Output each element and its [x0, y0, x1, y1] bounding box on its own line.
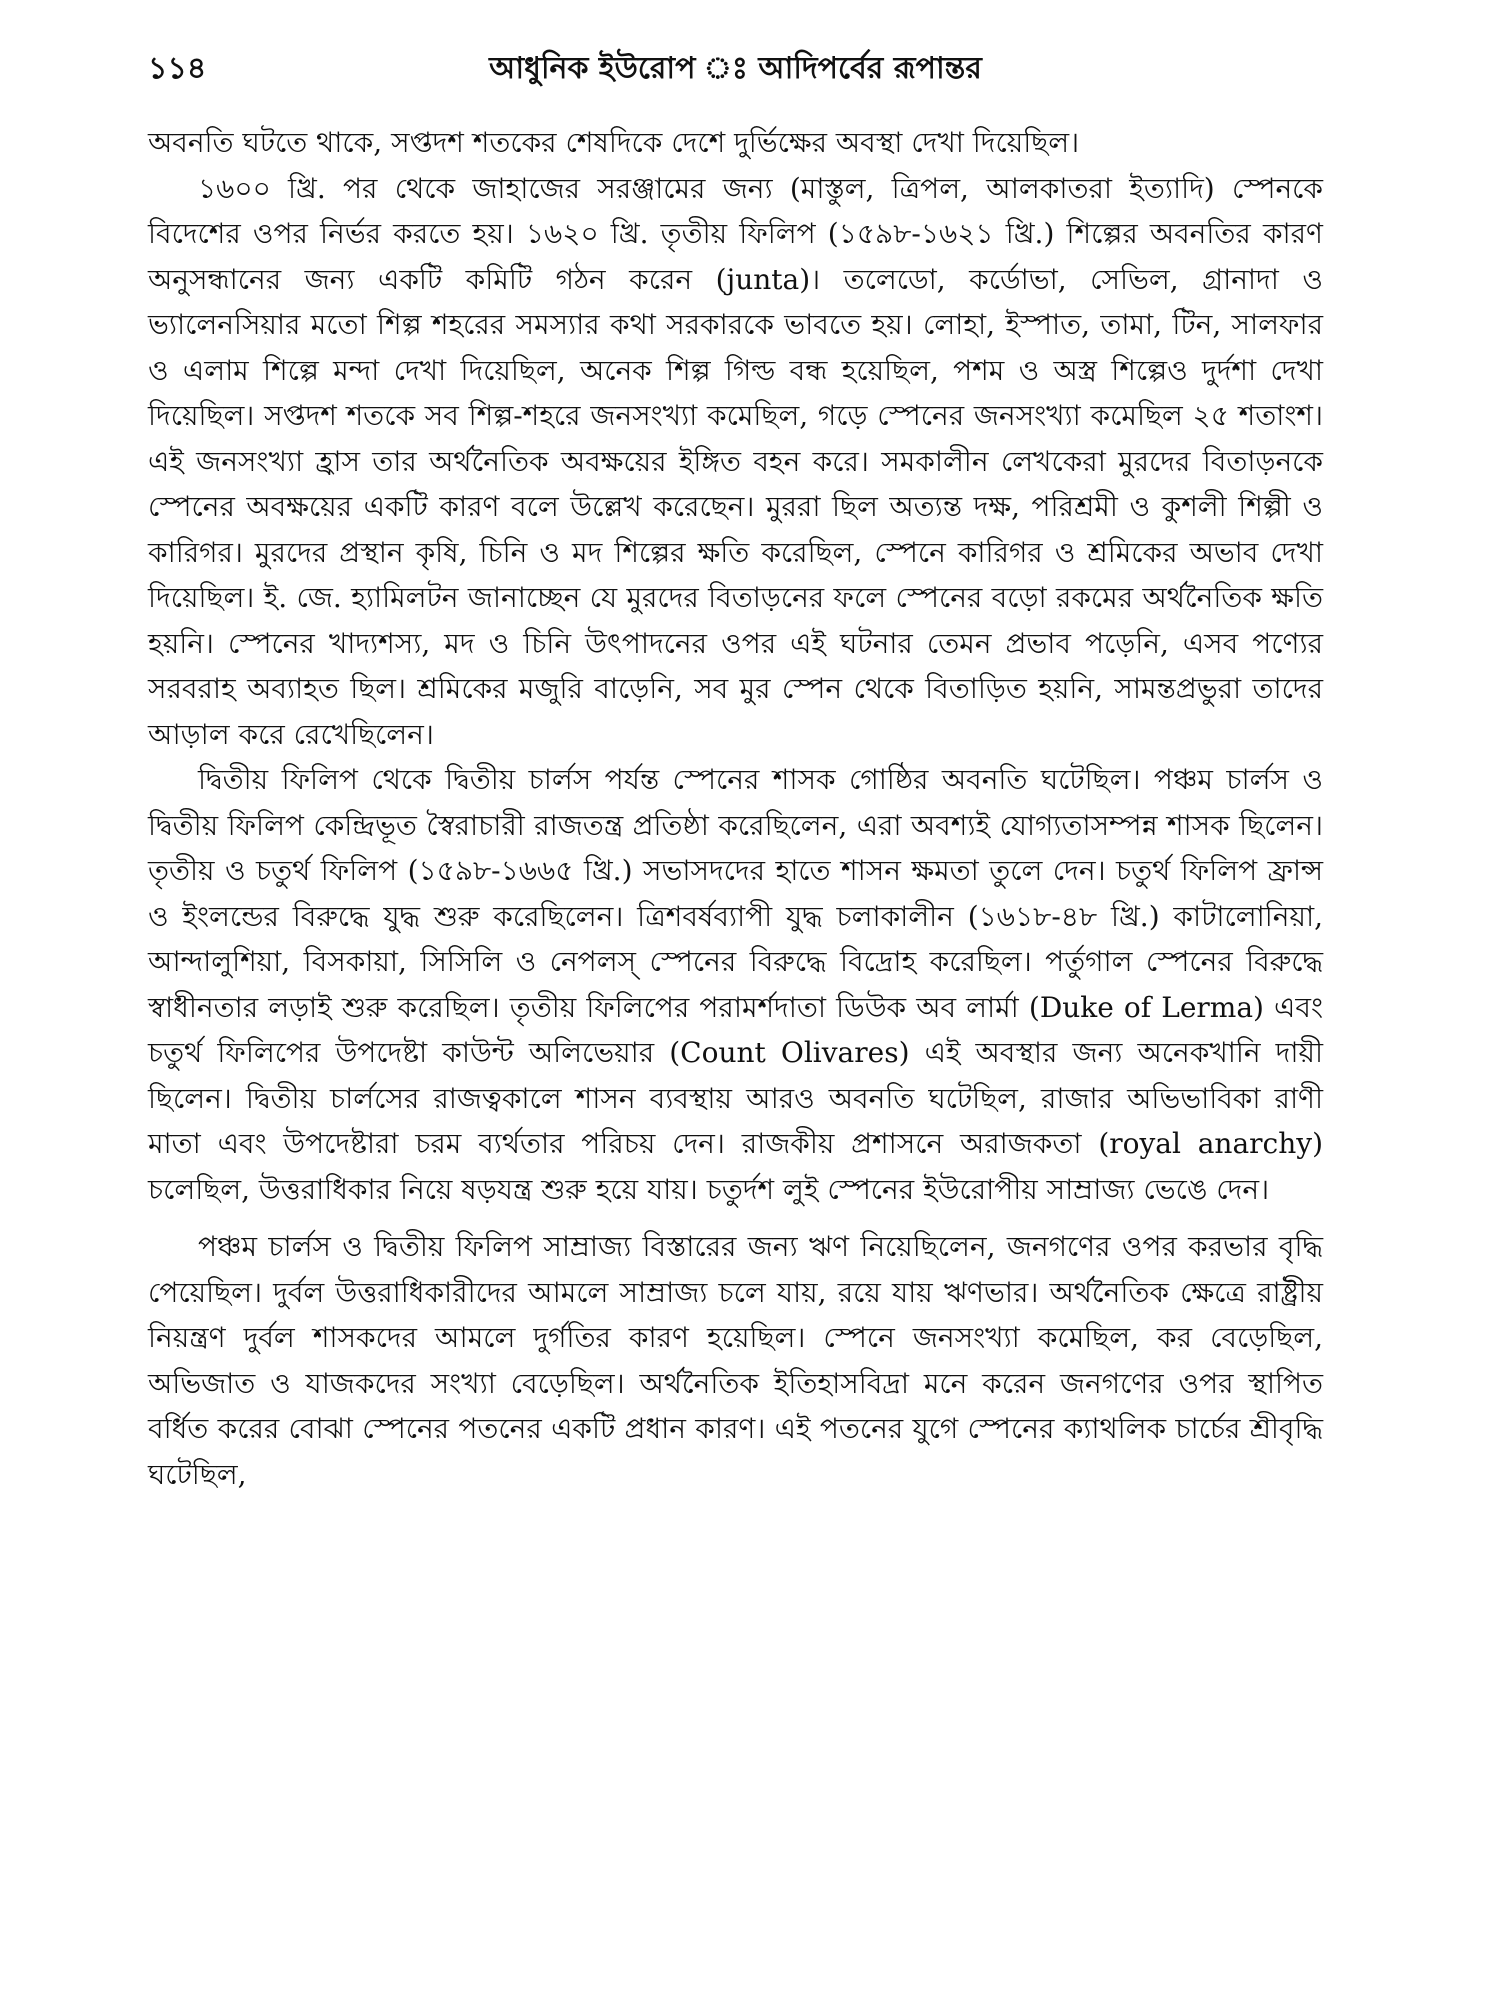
paragraph-spain-debt: পঞ্চম চার্লস ও দ্বিতীয় ফিলিপ সাম্রাজ্য বিস্তারের জন্য ঋণ নিয়েছিলেন, জনগণের ওপর করভার বৃদ্ধি পেয়েছিল। দুর্বল উত্তরাধিকারীদের আমলে সাম্রাজ্য চলে যায়, রয়ে যায় ঋণভার। অর্থনৈতিক ক্ষেত্রে রাষ্ট্রীয় নিয়ন্ত্রণ দুর্বল শাসকদের আমলে দুর্গতির কারণ হয়েছিল। স্পেনে জনসংখ্যা কমেছিল, কর বেড়েছিল, অভিজাত ও যাজকদের সংখ্যা বেড়েছিল। অর্থনৈতিক ইতিহাসবিদ্রা মনে করেন জনগণের ওপর স্থাপিত বর্ধিত করের বোঝা স্পেনের পতনের একটি প্রধান কারণ। এই পতনের যুগে স্পেনের ক্যাথলিক চার্চের শ্রীবৃদ্ধি ঘটেছিল, — [148, 1230, 1323, 1491]
page-number: ১১৪ — [148, 51, 207, 86]
running-title: আধুনিক ইউরোপ ঃ আদিপর্বের রূপান্তর — [489, 51, 982, 86]
paragraph-continuation: অবনতি ঘটতে থাকে, সপ্তদশ শতকের শেষদিকে দেশে দুর্ভিক্ষের অবস্থা দেখা দিয়েছিল। — [148, 126, 1080, 159]
page-header — [148, 40, 1323, 100]
paragraph-spain-rulers: দ্বিতীয় ফিলিপ থেকে দ্বিতীয় চার্লস পর্যন্ত স্পেনের শাসক গোষ্ঠির অবনতি ঘটেছিল। পঞ্চম চার্লস ও দ্বিতীয় ফিলিপ কেন্দ্রিভূত স্বৈরাচারী রাজতন্ত্র প্রতিষ্ঠা করেছিলেন, এরা অবশ্যই যোগ্যতাসম্পন্ন শাসক ছিলেন। তৃতীয় ও চতুর্থ ফিলিপ (১৫৯৮-১৬৬৫ খ্রি.) সভাসদদের হাতে শাসন ক্ষমতা তুলে দেন। চতুর্থ ফিলিপ ফ্রান্স ও ইংলন্ডের বিরুদ্ধে যুদ্ধ শুরু করেছিলেন। ত্রিশবর্ষব্যাপী যুদ্ধ চলাকালীন (১৬১৮-৪৮ খ্রি.) কাটালোনিয়া, আন্দালুশিয়া, বিসকায়া, সিসিলি ও নেপলস্ স্পেনের বিরুদ্ধে বিদ্রোহ করেছিল। পর্তুগাল স্পেনের বিরুদ্ধে স্বাধীনতার লড়াই শুরু করেছিল। তৃতীয় ফিলিপের পরামর্শদাতা ডিউক অব লার্মা (Duke of Lerma) এবং চতুর্থ ফিলিপের উপদেষ্টা কাউন্ট অলিভেয়ার (Count Olivares) এই অবস্থার জন্য অনেকখানি দায়ী ছিলেন। দ্বিতীয় চার্লসের রাজত্বকালে শাসন ব্যবস্থায় আরও অবনতি ঘটেছিল, রাজার অভিভাবিকা রাণী মাতা এবং উপদেষ্টারা চরম ব্যর্থতার পরিচয় দেন। রাজকীয় প্রশাসনে অরাজকতা (royal anarchy) চলেছিল, উত্তরাধিকার নিয়ে ষড়যন্ত্র শুরু হয়ে যায়। চতুর্দশ লুই স্পেনের ইউরোপীয় সাম্রাজ্য ভেঙে দেন। — [148, 763, 1323, 1206]
body-text — [148, 120, 1323, 1497]
paragraph-spain-industry: ১৬০০ খ্রি. পর থেকে জাহাজের সরঞ্জামের জন্য (মাস্তুল, ত্রিপল, আলকাতরা ইত্যাদি) স্পেনকে বিদেশের ওপর নির্ভর করতে হয়। ১৬২০ খ্রি. তৃতীয় ফিলিপ (১৫৯৮-১৬২১ খ্রি.) শিল্পের অবনতির কারণ অনুসন্ধানের জন্য একটি কমিটি গঠন করেন (junta)। তলেডো, কর্ডোভা, সেভিল, গ্রানাদা ও ভ্যালেনসিয়ার মতো শিল্প শহরের সমস্যার কথা সরকারকে ভাবতে হয়। লোহা, ইস্পাত, তামা, টিন, সালফার ও এলাম শিল্পে মন্দা দেখা দিয়েছিল, অনেক শিল্প গিল্ড বন্ধ হয়েছিল, পশম ও অস্ত্র শিল্পেও দুর্দশা দেখা দিয়েছিল। সপ্তদশ শতকে সব শিল্প-শহরে জনসংখ্যা কমেছিল, গড়ে স্পেনের জনসংখ্যা কমেছিল ২৫ শতাংশ। এই জনসংখ্যা হ্রাস তার অর্থনৈতিক অবক্ষয়ের ইঙ্গিত বহন করে। সমকালীন লেখকেরা মুরদের বিতাড়নকে স্পেনের অবক্ষয়ের একটি কারণ বলে উল্লেখ করেছেন। মুররা ছিল অত্যন্ত দক্ষ, পরিশ্রমী ও কুশলী শিল্পী ও কারিগর। মুরদের প্রস্থান কৃষি, চিনি ও মদ শিল্পের ক্ষতি করেছিল, স্পেনে কারিগর ও শ্রমিকের অভাব দেখা দিয়েছিল। ই. জে. হ্যামিলটন জানাচ্ছেন যে মুরদের বিতাড়নের ফলে স্পেনের বড়ো রকমের অর্থনৈতিক ক্ষতি হয়নি। স্পেনের খাদ্যশস্য, মদ ও চিনি উৎপাদনের ওপর এই ঘটনার তেমন প্রভাব পড়েনি, এসব পণ্যের সরবরাহ অব্যাহত ছিল। শ্রমিকের মজুরি বাড়েনি, সব মুর স্পেন থেকে বিতাড়িত হয়নি, সামন্তপ্রভুরা তাদের আড়াল করে রেখেছিলেন। — [148, 171, 1323, 751]
